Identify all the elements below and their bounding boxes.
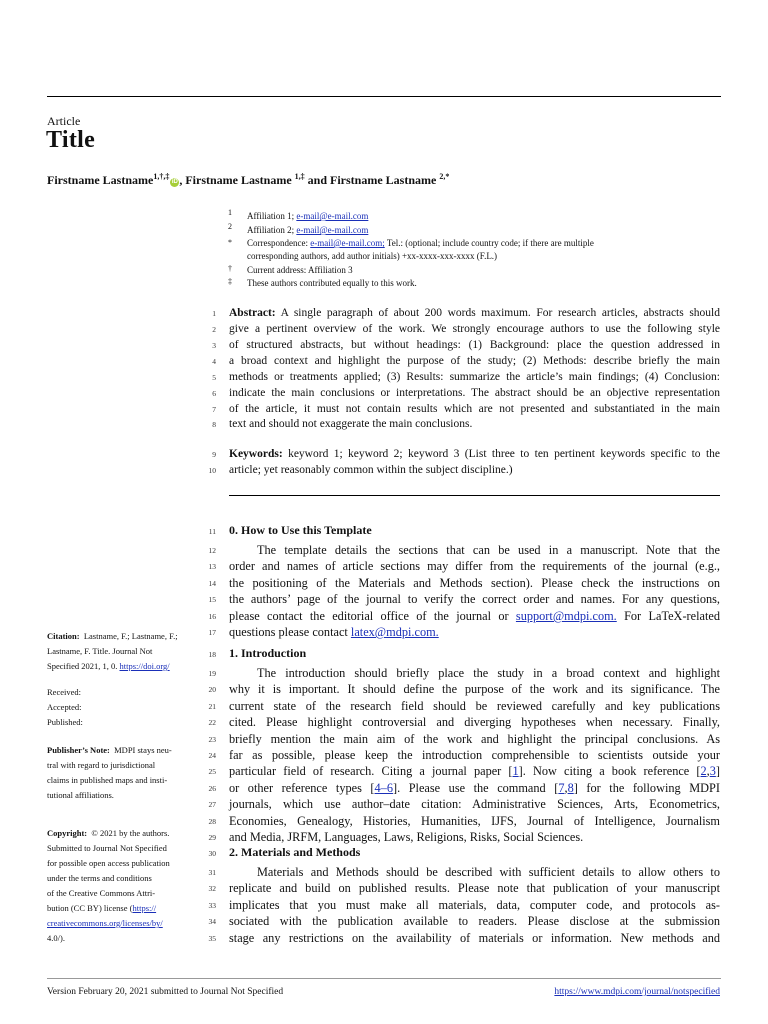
author-affil-mark: 2,* <box>439 172 450 181</box>
line-number: 4 <box>212 357 216 366</box>
abstract-line <box>229 305 720 321</box>
body-text: , <box>706 764 710 778</box>
body-line <box>229 780 720 796</box>
line-number: 1 <box>212 309 216 318</box>
line-number: 26 <box>208 784 216 793</box>
body-text: ] <box>715 764 720 778</box>
dates-block <box>47 685 197 730</box>
correspondence-mark: * <box>228 238 232 247</box>
author-affil-mark: 1,‡ <box>294 172 305 181</box>
body-line <box>229 747 720 763</box>
body-text: , <box>564 781 568 795</box>
abstract-text: a broad context and highlight the purpose of the study; (2) Methods: describe briefly the main <box>229 355 720 367</box>
body-text: The introduction should briefly place the study in a broad context and highlight <box>257 666 720 680</box>
abstract-line <box>229 353 720 369</box>
affiliation-mark: 1 <box>228 208 232 217</box>
body-text: or other reference types [ <box>229 781 375 795</box>
body-line <box>229 665 720 681</box>
top-rule <box>47 96 721 97</box>
line-number: 19 <box>208 669 216 678</box>
body-text: journals, which use author–date citation: Administrative Sciences, Arts, Econometrics, <box>229 797 720 811</box>
body-line <box>229 608 720 624</box>
line-number: 28 <box>208 817 216 826</box>
body-text: why it is important. It should define the purpose of the work and its significance. The <box>229 682 720 696</box>
body-line <box>229 731 720 747</box>
line-number: 18 <box>208 650 216 659</box>
line-number: 34 <box>208 917 216 926</box>
line-number: 25 <box>208 767 216 776</box>
body-line <box>229 880 720 896</box>
body-text: particular field of research. Citing a journal paper [ <box>229 764 513 778</box>
reference-link[interactable]: 1 <box>512 764 519 778</box>
license-link[interactable]: https:// <box>132 903 157 913</box>
reference-link[interactable]: 2 <box>700 764 707 778</box>
line-number: 5 <box>212 373 216 382</box>
publisher-note-text: MDPI stays neu- <box>114 745 172 755</box>
body-line <box>229 930 720 946</box>
license-link[interactable]: creativecommons.org/licenses/by/ <box>47 918 163 928</box>
body-text: replicate and build on published results. Please note that publication of your manuscript <box>229 881 720 895</box>
line-number: 24 <box>208 751 216 760</box>
abstract-text: A single paragraph of about 200 words maximum. For research articles, abstracts should <box>280 307 720 319</box>
body-line <box>229 575 720 591</box>
line-number: 17 <box>208 628 216 637</box>
author-name: , Firstname Lastname <box>179 173 292 187</box>
line-number: 8 <box>212 420 216 429</box>
correspondence-line <box>247 250 722 263</box>
body-text: questions please contact <box>229 625 351 639</box>
body-text: Materials and Methods should be described with sufficient details to allow others to <box>257 865 720 879</box>
body-text: cited. Please highlight controversial and diverging hypotheses when necessary. Finally, <box>229 715 720 729</box>
body-line <box>229 897 720 913</box>
abstract-text: indicate the main conclusions or interpretations. The abstract should be an objective representation <box>229 387 720 399</box>
author-list <box>47 172 449 188</box>
publisher-note <box>47 743 197 803</box>
line-number: 10 <box>208 466 216 475</box>
body-line <box>229 864 720 880</box>
body-text: the positioning of the Materials and Methods section). Please check the instructions on <box>229 576 720 590</box>
affiliation-line <box>247 224 722 237</box>
body-text: please contact the editorial office of the journal or <box>229 609 516 623</box>
author-name: Firstname Lastname <box>47 173 154 187</box>
body-line <box>229 591 720 607</box>
publisher-note-text: claims in published maps and insti- <box>47 775 168 785</box>
line-number: 31 <box>208 868 216 877</box>
copyright-block <box>47 826 197 946</box>
line-number: 7 <box>212 405 216 414</box>
section-heading: 2. Materials and Methods <box>229 845 361 859</box>
reference-link[interactable]: support@mdpi.com. <box>515 609 617 623</box>
author-affil-mark: 1,†,‡ <box>153 172 170 181</box>
body-text: far as possible, please keep the introduction comprehensible to scientists outside your <box>229 748 720 762</box>
copyright-text: bution (CC BY) license ( <box>47 903 133 913</box>
line-number: 14 <box>208 579 216 588</box>
body-line <box>229 681 720 697</box>
line-number: 23 <box>208 735 216 744</box>
line-number: 21 <box>208 702 216 711</box>
copyright-text: for possible open access publication <box>47 858 170 868</box>
email-link[interactable]: e-mail@e-mail.com <box>296 211 369 221</box>
citation-label: Citation: <box>47 631 80 641</box>
published-label: Published: <box>47 717 83 727</box>
line-number: 29 <box>208 833 216 842</box>
section-heading: 1. Introduction <box>229 646 307 660</box>
reference-link[interactable]: latex@mdpi.com. <box>350 625 439 639</box>
reference-link[interactable]: 3 <box>709 764 716 778</box>
copyright-label: Copyright: <box>47 828 88 838</box>
abstract-line <box>229 401 720 417</box>
reference-link[interactable]: 4–6 <box>374 781 393 795</box>
line-number: 9 <box>212 450 216 459</box>
affiliation-line <box>247 210 722 223</box>
reference-link[interactable]: 8 <box>567 781 574 795</box>
body-text: ] for the following MDPI <box>573 781 720 795</box>
correspondence-text: Tel.: (optional; include country code; if there are multiple <box>386 238 594 248</box>
email-link[interactable]: e-mail@e-mail.com; <box>310 238 385 248</box>
abstract-text: methods or treatments applied; (3) Results: summarize the article’s main findings; (4) Conclusion: <box>229 371 720 383</box>
body-line <box>229 714 720 730</box>
abstract-line <box>229 416 720 432</box>
body-line <box>229 796 720 812</box>
body-text: The template details the sections that can be used in a manuscript. Note that the <box>257 543 720 557</box>
body-text: stage any restrictions on the availability of materials or information. New methods and <box>229 931 720 945</box>
keywords-text: keyword 1; keyword 2; keyword 3 (List three to ten pertinent keywords specific to the <box>288 448 720 460</box>
body-line <box>229 813 720 829</box>
line-number: 20 <box>208 685 216 694</box>
affiliation-mark: 2 <box>228 222 232 231</box>
version-info: Version February 20, 2021 submitted to Journal Not Specified <box>47 987 284 997</box>
copyright-text: © 2021 by the authors. <box>91 828 170 838</box>
body-line <box>229 829 720 845</box>
abstract-text: of structured abstracts, but without headings: (1) Background: place the question addressed in <box>229 339 720 351</box>
affiliation-mark: † <box>228 264 232 273</box>
body-line <box>229 558 720 574</box>
body-line <box>229 913 720 929</box>
abstract-line <box>229 321 720 337</box>
abstract-line <box>229 385 720 401</box>
keywords-line <box>229 462 720 478</box>
equal-contribution-line <box>247 277 722 290</box>
doi-link[interactable]: https://doi.org/ <box>119 661 170 671</box>
line-number: 11 <box>208 527 216 536</box>
abstract-text: text and should not exaggerate the main conclusions. <box>229 418 473 430</box>
line-number: 15 <box>208 595 216 604</box>
affiliation-text: Affiliation 2; <box>247 225 295 235</box>
line-number: 27 <box>208 800 216 809</box>
abstract-line <box>229 369 720 385</box>
line-number: 32 <box>208 884 216 893</box>
line-number: 22 <box>208 718 216 727</box>
publisher-note-text: tral with regard to jurisdictional <box>47 760 156 770</box>
footer-rule <box>47 978 721 979</box>
line-number: 35 <box>208 934 216 943</box>
current-address-text: Current address: Affiliation 3 <box>247 265 353 275</box>
body-text: implicates that you must make all materials, data, computer code, and protocols as- <box>229 898 720 912</box>
body-text: briefly mention the main aim of the work and highlight the principal conclusions. As <box>229 732 720 746</box>
author-name: and Firstname Lastname <box>304 173 437 187</box>
keywords-line <box>229 446 720 462</box>
correspondence-label: Correspondence: <box>247 238 308 248</box>
body-line <box>229 624 720 640</box>
copyright-text: Submitted to Journal Not Specified <box>47 843 167 853</box>
keywords-text: article; yet reasonably common within the subject discipline.) <box>229 464 513 476</box>
abstract-label: Abstract: <box>229 307 276 319</box>
body-text: For LaTeX-related <box>616 609 720 623</box>
copyright-text: under the terms and conditions <box>47 873 152 883</box>
affiliation-mark: ‡ <box>228 277 232 286</box>
line-number: 6 <box>212 389 216 398</box>
correspondence-line <box>247 237 722 250</box>
keywords-label: Keywords: <box>229 448 283 460</box>
line-number: 2 <box>212 325 216 334</box>
citation-text: Lastname, F. Title. Journal Not <box>47 646 153 656</box>
abstract-text: of the article, it must not contain results which are not presented and substantiated in the main <box>229 403 720 415</box>
current-address-line <box>247 264 722 277</box>
abstract-line <box>229 337 720 353</box>
email-link[interactable]: e-mail@e-mail.com <box>296 225 369 235</box>
keywords-rule <box>229 495 720 496</box>
body-line <box>229 763 720 779</box>
line-number: 13 <box>208 562 216 571</box>
body-line <box>229 698 720 714</box>
article-type-label: Article <box>47 114 81 128</box>
line-number: 16 <box>208 612 216 621</box>
orcid-icon[interactable]: iD <box>171 179 178 185</box>
reference-link[interactable]: 7 <box>558 781 565 795</box>
citation-text: Lastname, F.; Lastname, F.; <box>83 631 178 641</box>
paper-title: Title <box>46 127 96 153</box>
line-number: 12 <box>208 546 216 555</box>
line-number: 3 <box>212 341 216 350</box>
section-heading: 0. How to Use this Template <box>229 523 372 537</box>
abstract-text: give a pertinent overview of the work. We strongly encourage authors to use the following style <box>229 323 720 335</box>
line-number: 33 <box>208 901 216 910</box>
body-text: current state of the research field should be reviewed carefully and key publications <box>229 699 720 713</box>
body-text: the authors’ page of the journal to verify the correct order and names. For any questions, <box>229 592 720 606</box>
received-label: Received: <box>47 687 81 697</box>
body-text: and Media, JRFM, Languages, Laws, Religions, Risks, Social Sciences. <box>229 830 584 844</box>
copyright-text: of the Creative Commons Attri- <box>47 888 156 898</box>
body-text: Economies, Genealogy, Histories, Humanities, IJFS, Journal of Intelligence, Journalism <box>229 814 720 828</box>
body-line <box>229 542 720 558</box>
body-text: order and names of article sections may differ from the requirements of the journal (e.g., <box>229 559 720 573</box>
line-number: 30 <box>208 849 216 858</box>
publisher-note-label: Publisher’s Note: <box>47 745 110 755</box>
correspondence-text: corresponding authors, add author initials) +xx-xxxx-xxx-xxxx (F.L.) <box>247 251 498 261</box>
accepted-label: Accepted: <box>47 702 82 712</box>
journal-url-link[interactable]: https://www.mdpi.com/journal/notspecified <box>554 987 720 997</box>
publisher-note-text: tutional affiliations. <box>47 790 114 800</box>
citation-text: Specified 2021, 1, 0. <box>47 661 118 671</box>
copyright-text: 4.0/). <box>47 933 65 943</box>
body-text: sociated with the publication available to readers. Please disclose at the submission <box>229 914 720 928</box>
equal-contribution-text: These authors contributed equally to this work. <box>247 278 417 288</box>
body-text: ]. Please use the command [ <box>392 781 559 795</box>
citation-block <box>47 629 197 674</box>
affiliation-text: Affiliation 1; <box>247 211 295 221</box>
body-text: ]. Now citing a book reference [ <box>518 764 701 778</box>
